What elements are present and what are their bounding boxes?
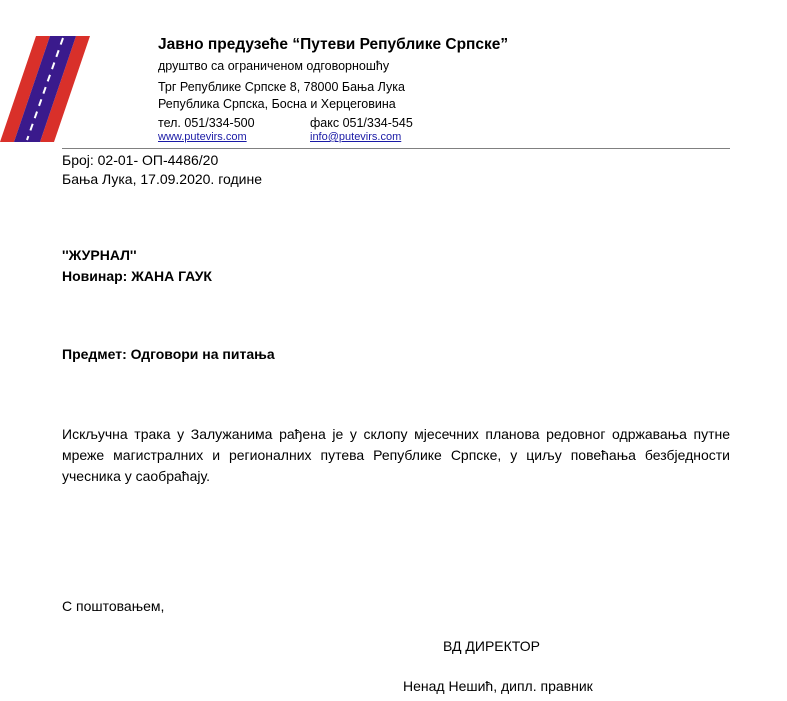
closing-salutation: С поштовањем, <box>62 598 165 614</box>
road-logo-icon <box>0 36 92 142</box>
email-link[interactable]: info@putevirs.com <box>310 131 402 143</box>
header-divider <box>62 148 730 149</box>
website-link[interactable]: www.putevirs.com <box>158 131 247 143</box>
body-paragraph: Искључна трака у Залужанима рађена је у склопу мјесечних планова редовног одржавања путне мреже магистралних и регионалних путева Републике Српске, у циљу повећања безбједности учесника у саобраћају. <box>62 426 730 484</box>
reference-number: Број: 02-01- ОП-4486/20 <box>62 152 219 168</box>
subject-line: Предмет: Одговори на питања <box>62 346 275 362</box>
signer-name: Ненад Нешић, дипл. правник <box>403 678 593 694</box>
place-date: Бања Лука, 17.09.2020. године <box>62 171 262 187</box>
fax-number: факс 051/334-545 <box>310 116 413 130</box>
signer-title: ВД ДИРЕКТОР <box>443 638 540 654</box>
company-address: Трг Републике Српске 8, 78000 Бања Лука <box>158 80 405 94</box>
company-type: друштво са ограниченом одговорношћу <box>158 59 390 73</box>
phone-number: тел. 051/334-500 <box>158 116 255 130</box>
company-country: Република Српска, Босна и Херцеговина <box>158 97 396 111</box>
company-name: Јавно предузеће “Путеви Републике Српске” <box>158 36 509 53</box>
recipient-outlet: ''ЖУРНАЛ'' <box>62 247 137 263</box>
recipient-journalist: Новинар: ЖАНА ГАУК <box>62 268 212 284</box>
